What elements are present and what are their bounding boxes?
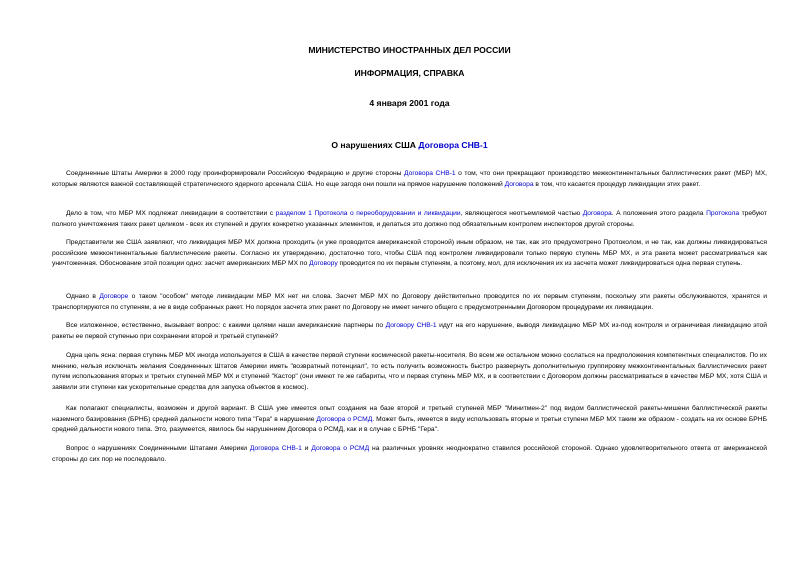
page-title <box>52 140 767 151</box>
paragraph-7 <box>52 404 767 436</box>
paragraph-text: Дело в том, что МБР МХ подлежат ликвидации в соответствии с <box>66 210 276 217</box>
paragraph-text: идут на его нарушение, выводя ликвидацию МБР МХ из-под контроля и ограничивая ликвидацию этой ракеты ее первой ступенью при сохранении второй и третьей ступеней? <box>52 322 768 340</box>
document-date: 4 января 2001 года <box>369 98 450 108</box>
paragraph-4 <box>52 292 767 313</box>
treaty-link[interactable]: Договора СНВ-1 <box>404 170 456 177</box>
ministry-header: МИНИСТЕРСТВО ИНОСТРАННЫХ ДЕЛ РОССИИ <box>308 45 511 55</box>
paragraph-8 <box>52 444 767 465</box>
paragraph-5 <box>52 321 767 342</box>
paragraph-text: , являющегося неотъемлемой частью <box>460 210 583 217</box>
paragraph-text: в том, что касается процедур ликвидации этих ракет. <box>533 180 701 188</box>
paragraph-text: на различных уровнях неоднократно ставился российской стороной. Однако удовлетворительного ответа от американской стороны до сих пор не последовало. <box>52 445 767 463</box>
treaty-link[interactable]: Договору <box>309 260 338 267</box>
treaty-link[interactable]: Договоре <box>99 293 129 300</box>
paragraph-text: . А положения этого раздела <box>611 210 707 217</box>
treaty-link[interactable]: Протокола <box>706 210 740 217</box>
paragraph-text: Одна цель ясна: первая ступень МБР МХ иногда используется в США в качестве первой ступени космической ракеты-носителя. Во всем же остальном можно сослаться на предположения компетентных специалистов. По их мнению, нельзя исключать желания Соединенных Штатов Америки иметь "возвратный потенциал", то есть получить возможность быстро развернуть дополнительную группировку межконтинентальных баллистических ракет путем использования вторых и третьих ступеней МБР МХ и ступеней "Кастор" (они имеют те же габариты, что и первая ступень МБР МХ, и в соответствии с Договором должны рассматриваться в качестве МБР МХ, хотя США и заявили эти ступени как ускорительные средства для запуска объектов в космос). <box>52 352 767 391</box>
paragraph-6 <box>52 351 767 393</box>
paragraph-text: . Может быть, имеется в виду использовать вторые и третьи ступени МБР МХ таким же образом - создать на их основе БРНБ средней дальности нового типа. Это, разумеется, явилось бы нарушением Договора о РСМД, как и в случае с БРНБ "Гера". <box>52 415 767 433</box>
treaty-link[interactable]: Договора о РСМД <box>311 445 370 452</box>
paragraph-text: Вопрос о нарушениях Соединенными Штатами Америки <box>66 445 250 452</box>
treaty-link[interactable]: Договору СНВ-1 <box>385 322 437 329</box>
paragraph-text: и <box>301 445 312 452</box>
treaty-link[interactable]: Договора СНВ-1 <box>249 445 302 452</box>
paragraph-text: Однако в <box>66 293 100 300</box>
paragraph-3 <box>52 238 767 270</box>
document-type: ИНФОРМАЦИЯ, СПРАВКА <box>354 68 465 78</box>
treaty-link[interactable]: разделом 1 Протокола о переоборудовании и ликвидации <box>275 210 461 217</box>
title-prefix: О нарушениях США <box>331 140 419 150</box>
paragraph-text: Как полагают специалисты, возможен и другой вариант. В США уже имеется опыт создания на базе второй и третьей ступеней МБР "Минитмен-2" под видом баллистической ракеты-мишени баллистической ракеты наземного базирования (БРНБ) средней дальности нового типа "Гера" в нарушение <box>52 405 767 423</box>
paragraph-text: Соединенные Штаты Америки в 2000 году проинформировали Российскую Федерацию и другие стороны <box>66 170 405 177</box>
paragraph-text: о том, что они прекращают производство межконтинентальных баллистических ракет (МБР) МХ, которые являются важной составляющей стратегического ядерного арсенала США. Но еще загодя они пошли на прямое нарушение положений <box>52 170 768 188</box>
paragraph-text: проводится по их первым ступеням, а поэтому, мол, для исключения их из засчета может ликвидироваться одна первая ступень. <box>337 260 743 267</box>
paragraph-text: о таком "особом" методе ликвидации МБР МХ нет ни слова. Засчет МБР МХ по Договору действительно проводится по их первым ступеням, поскольку эти ракеты обслуживаются, хранятся и транспортируются по ступеням, а не в виде собранных ракет. Но порядок засчета этих ракет по Договору не имеет ничего общего с предусмотренными Договором процедурами их ликвидации. <box>52 293 767 311</box>
treaty-start1-link[interactable]: Договора СНВ-1 <box>418 140 488 150</box>
paragraph-text: Все изложенное, естественно, вызывает вопрос: с какими целями наши американские партнеры по <box>66 322 386 329</box>
paragraph-1 <box>52 169 767 190</box>
treaty-link[interactable]: Договора <box>582 210 612 217</box>
paragraph-2 <box>52 209 767 230</box>
paragraph-text: требуют полного уничтожения таких ракет целиком - всех их ступеней и других конкретно указанных элементов, и делаться это должно под обязательным контролем инспекторов другой стороны. <box>52 210 767 228</box>
paragraph-text: Представители же США заявляют, что ликвидация МБР МХ должна проходить (и уже проводится американской стороной) иным образом, не так, как это предусмотрено Протоколом, и не так, как должны ликвидироваться российские межконтинентальные баллистические ракеты. Согласно их утверждению, достаточно того, чтобы США под контролем ликвидировали только первую ступень МБР МХ, и эта ракета может рассматриваться как уничтоженная. Обоснование этой позиции одно: засчет американских МБР МХ по <box>52 239 767 267</box>
treaty-link[interactable]: Договора о РСМД <box>316 415 373 423</box>
treaty-link[interactable]: Договора <box>504 180 534 188</box>
